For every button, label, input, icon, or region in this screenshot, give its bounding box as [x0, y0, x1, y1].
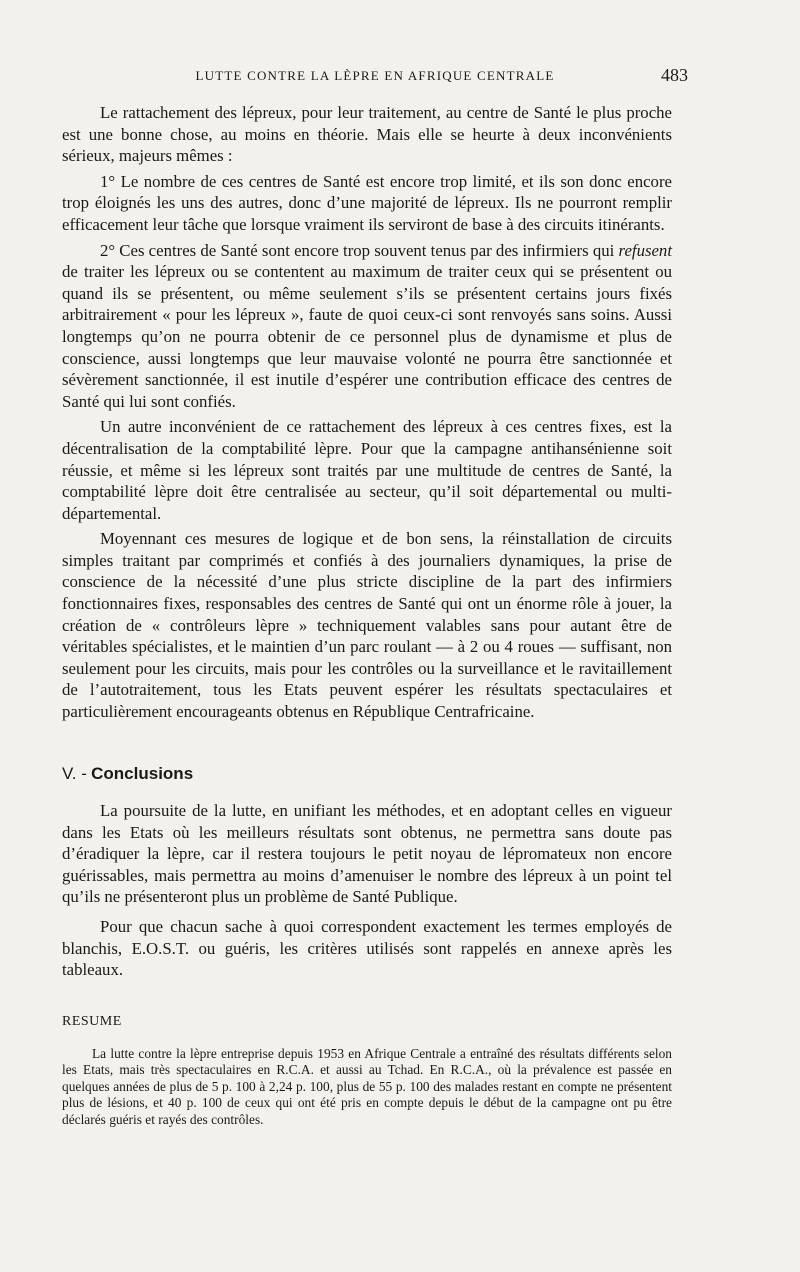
- refusent-emphasis: refusent: [618, 240, 672, 260]
- running-header: [62, 65, 688, 90]
- running-title: LUTTE CONTRE LA LÈPRE EN AFRIQUE CENTRALE: [195, 68, 555, 83]
- paragraph-mesures: Moyennant ces mesures de logique et de bon sens, la réinstallation de circuits simples traitant par comprimés et confiés à des journaliers dynamiques, la prise de conscience de la nécessité d’une plus stricte discipline de la part des infirmiers fonctionnaires fixes, responsables des centres de Santé qui ont un énorme rôle à jouer, la création de « contrôleurs lèpre » techniquement valables sans pour autant être de véritables spécialistes, et le maintien d’un parc roulant — à 2 ou 4 roues — suffisant, non seulement pour les circuits, mais pour les contrôles ou la surveillance et le ravitaillement de l’autotraitement, tous les Etats peuvent espérer les résultats spectaculaires et particulièrement encourageants obtenus en République Centrafricaine.: [62, 529, 672, 722]
- section-number: V. -: [62, 764, 87, 783]
- resume-heading: RESUME: [62, 1014, 122, 1029]
- point-2-text-start: 2° Ces centres de Santé sont encore trop souvent tenus par des infirmiers qui: [100, 240, 619, 260]
- conclusions-text: [62, 800, 672, 989]
- paragraph-poursuite: La poursuite de la lutte, en unifiant les méthodes, et en adoptant celles en vigueur dans les Etats où les meilleurs résultats sont obtenus, ne permettra sans doute pas d’éradiquer la lèpre, car il restera toujours le petit noyau de lépromateux non encore guérissables, mais permettra au moins d’amenuiser le nombre des lépreux à un point tel qu’ils ne présenteront plus un problème de Santé Publique.: [62, 801, 672, 907]
- paragraph-point-2: [62, 240, 672, 413]
- body-text: [62, 102, 672, 727]
- point-2-text-end: de traiter les lépreux ou se contentent au maximum de traiter ceux qui se présentent ou quand ils se présentent, ou même seulement s’ils se présentent certains jours fixés arbitrairement « pour les lépreux », faute de quoi ceux-ci sont renvoyés sans soins. Aussi longtemps qu’on ne pourra obtenir de ce personnel plus de dynamisme et plus de conscience, aussi longtemps que leur mauvaise volonté ne pourra être sanctionnée et sévèrement sanctionnée, il est inutile d’espérer une contribution efficace des centres de Santé qui lui sont confiés.: [62, 262, 672, 411]
- paragraph-rattachement: Le rattachement des lépreux, pour leur traitement, au centre de Santé le plus proche est une bonne chose, au moins en théorie. Mais elle se heurte à deux inconvénients sérieux, majeurs mêmes :: [62, 103, 672, 166]
- section-heading: [62, 764, 672, 784]
- paragraph-criteres: Pour que chacun sache à quoi correspondent exactement les termes employés de blanchis, E.O.S.T. ou guéris, les critères utilisés sont rappelés en annexe après les tableaux.: [62, 916, 672, 980]
- section-title: Conclusions: [91, 764, 194, 783]
- page-number: 483: [661, 65, 688, 85]
- paragraph-point-1: 1° Le nombre de ces centres de Santé est encore trop limité, et ils son donc encore trop éloignés les uns des autres, donc d’une majorité de lépreux. Ils ne pourront remplir efficacement leur tâche que lorsque vraiment ils serviront de base à des circuits itinérants.: [62, 171, 672, 234]
- paragraph-decentralisation: Un autre inconvénient de ce rattachement des lépreux à ces centres fixes, est la décentralisation de la comptabilité lèpre. Pour que la campagne antihansénienne soit réussie, et même si les lépreux sont traités par une multitude de centres de Santé, la comptabilité lèpre doit être centralisée au secteur, qu’il soit départemental ou multi-départemental.: [62, 417, 672, 523]
- resume-text: La lutte contre la lèpre entreprise depuis 1953 en Afrique Centrale a entraîné des résultats différents selon les Etats, mais très spectaculaires en R.C.A. et aussi au Tchad. En R.C.A., où la prévalence est passée en quelques années de plus de 5 p. 100 à 2,24 p. 100, plus de 55 p. 100 des malades restant en compte ne présentent plus de lésions, et 40 p. 100 de ceux qui ont été pris en compte depuis le début de la campagne ont pu être déclarés guéris et rayés des contrôles.: [62, 1046, 672, 1127]
